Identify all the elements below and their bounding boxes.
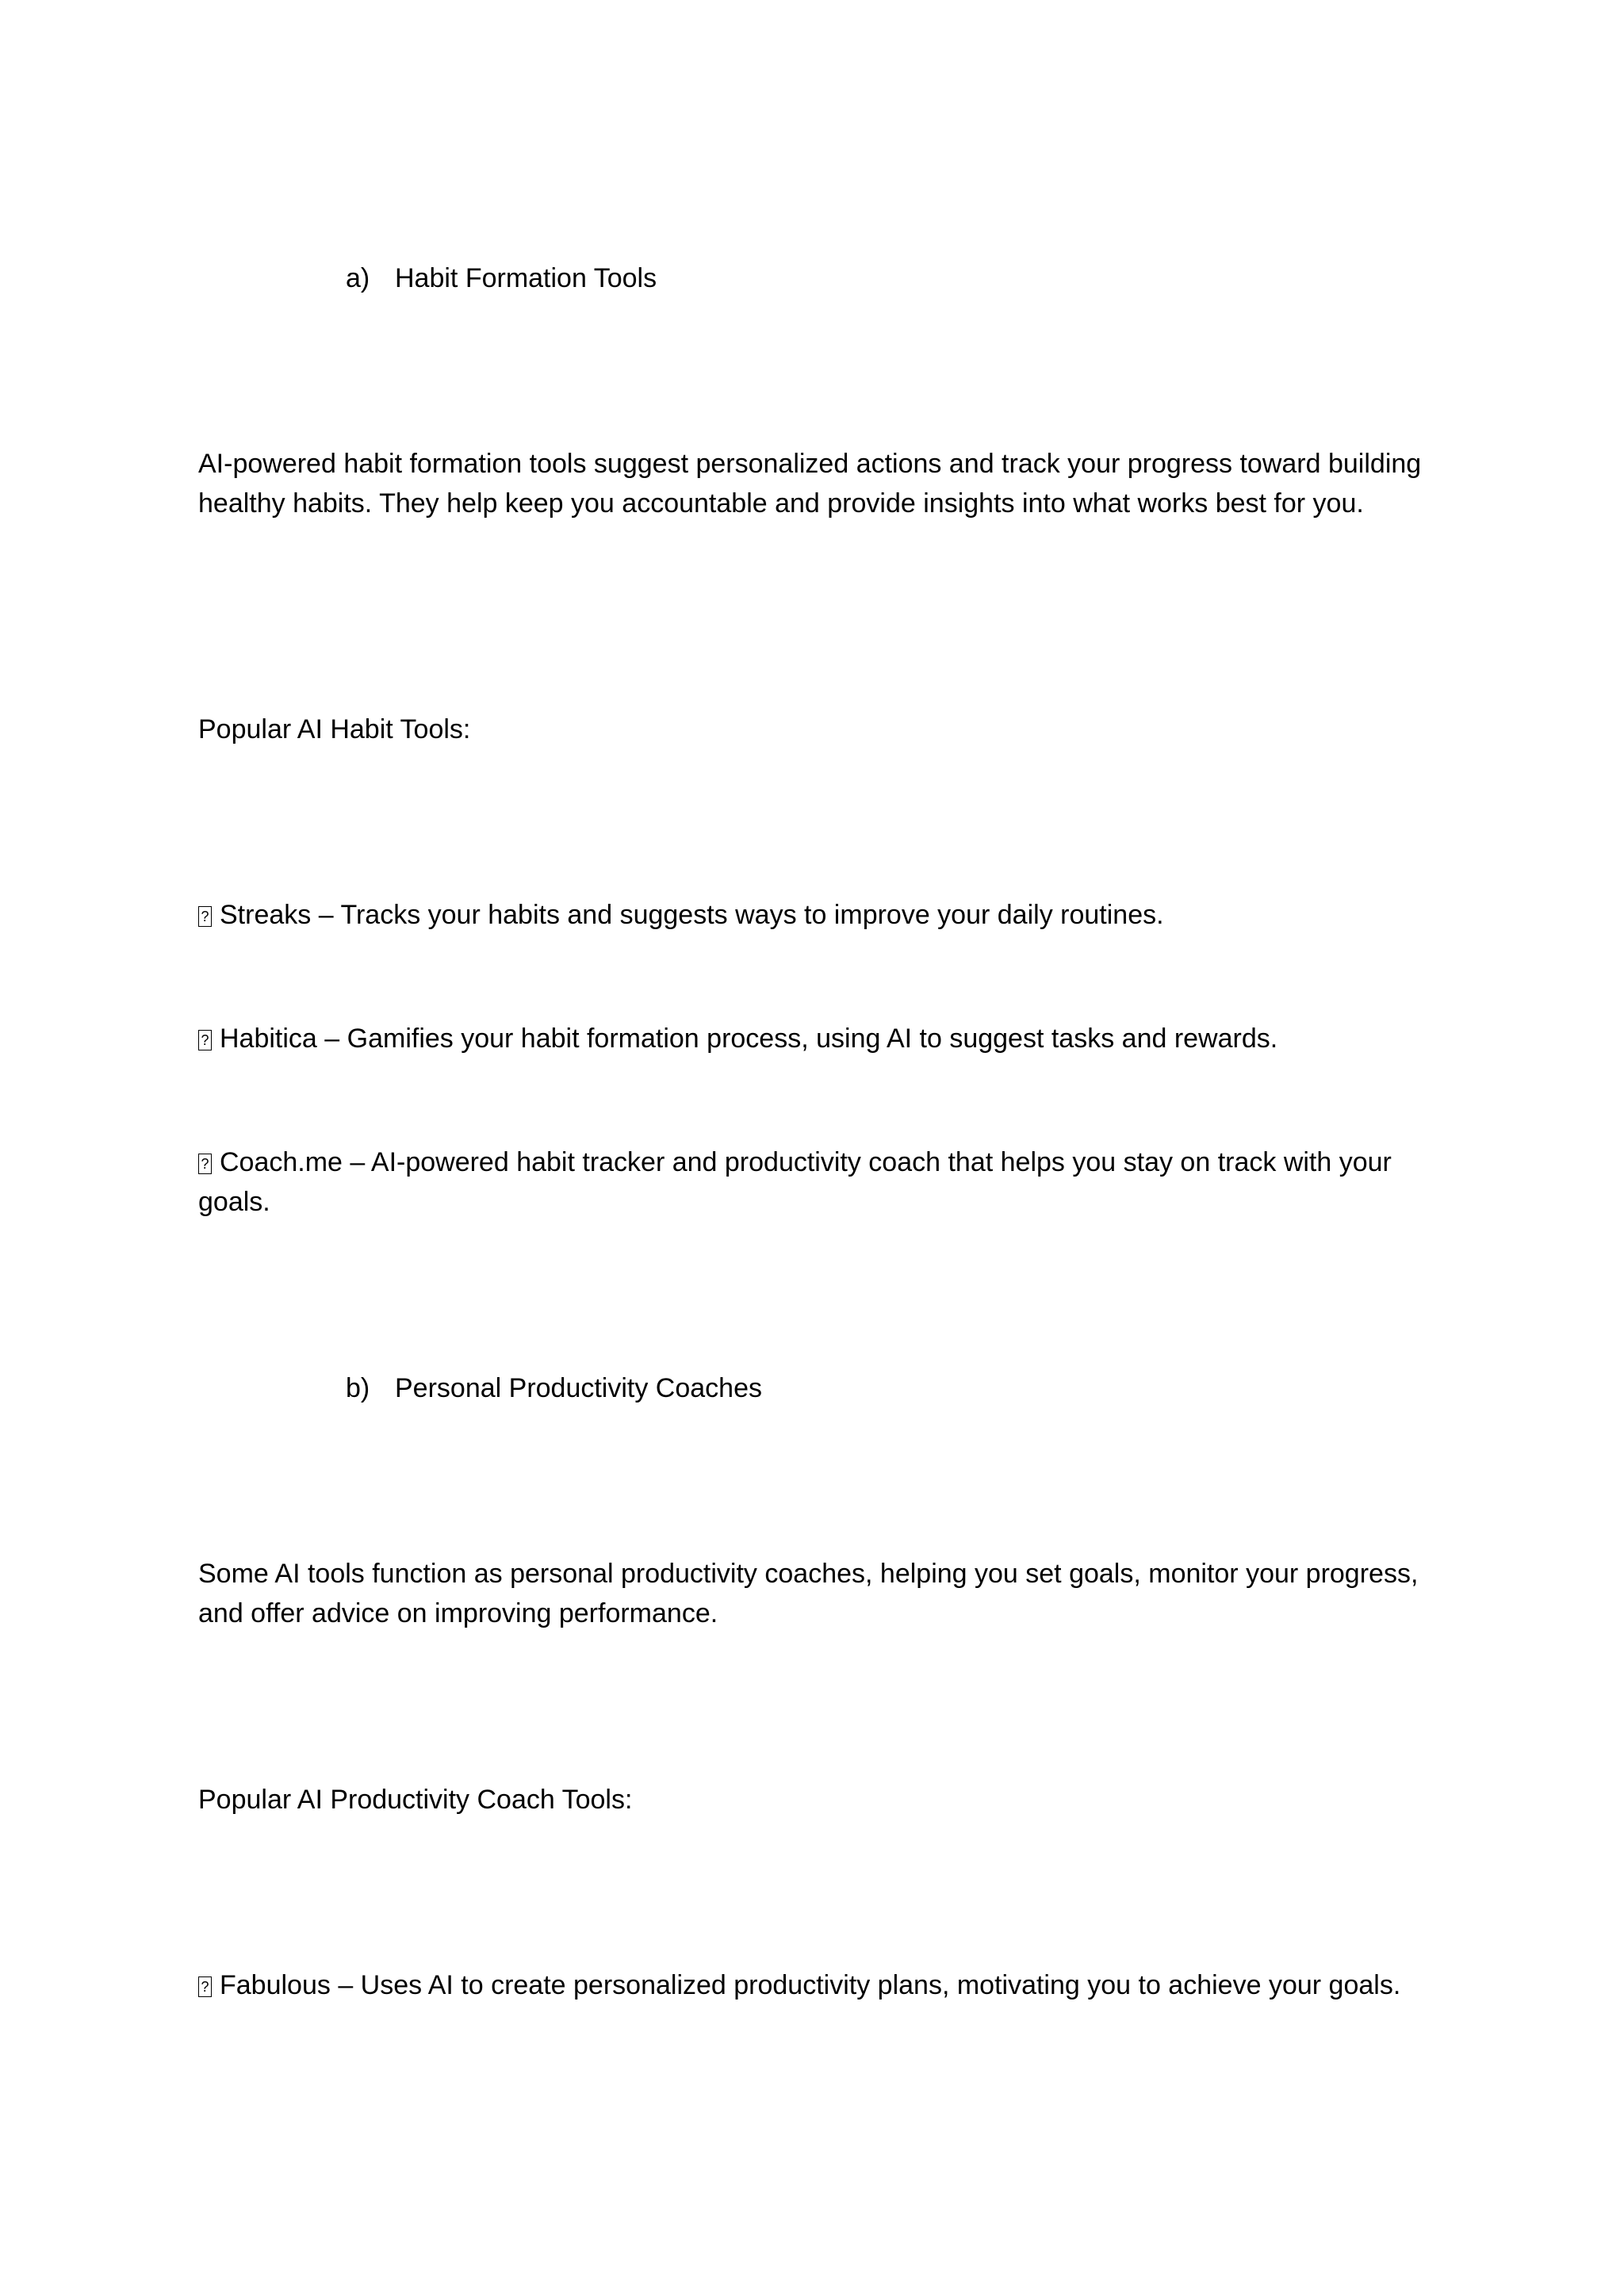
section-intro-paragraph: Some AI tools function as personal productivity coaches, helping you set goals, monitor your progress, and offer advice on improving performance. bbox=[198, 1559, 1419, 1628]
list-heading: Popular AI Habit Tools: bbox=[198, 714, 471, 744]
list-item bbox=[198, 895, 1451, 935]
list-item-text: Coach.me – AI-powered habit tracker and productivity coach that helps you stay on track with your goals. bbox=[198, 1147, 1392, 1217]
section-heading-habit-formation bbox=[346, 258, 657, 298]
list-item-text: Streaks – Tracks your habits and suggests ways to improve your daily routines. bbox=[220, 900, 1164, 930]
section-heading-productivity-coaches bbox=[346, 1368, 762, 1408]
section-title: Habit Formation Tools bbox=[395, 263, 657, 293]
list-item-text: Fabulous – Uses AI to create personalized productivity plans, motivating you to achieve your goals. bbox=[220, 1970, 1401, 2000]
section-marker: b) bbox=[346, 1373, 370, 1403]
missing-glyph-bullet-icon bbox=[198, 906, 212, 927]
missing-glyph-bullet-icon bbox=[198, 1976, 212, 1997]
list-item bbox=[198, 1965, 1451, 2005]
section-intro-paragraph: AI-powered habit formation tools suggest personalized actions and track your progress toward building healthy habits. They help keep you accountable and provide insights into what works best for you. bbox=[198, 449, 1422, 519]
list-item bbox=[198, 1019, 1451, 1058]
section-marker: a) bbox=[346, 263, 370, 293]
missing-glyph-bullet-icon bbox=[198, 1030, 212, 1050]
list-heading: Popular AI Productivity Coach Tools: bbox=[198, 1785, 633, 1815]
list-item-text: Habitica – Gamifies your habit formation process, using AI to suggest tasks and rewards. bbox=[220, 1024, 1278, 1054]
list-item bbox=[198, 1142, 1451, 1222]
missing-glyph-bullet-icon bbox=[198, 1154, 212, 1174]
section-title: Personal Productivity Coaches bbox=[395, 1373, 763, 1403]
